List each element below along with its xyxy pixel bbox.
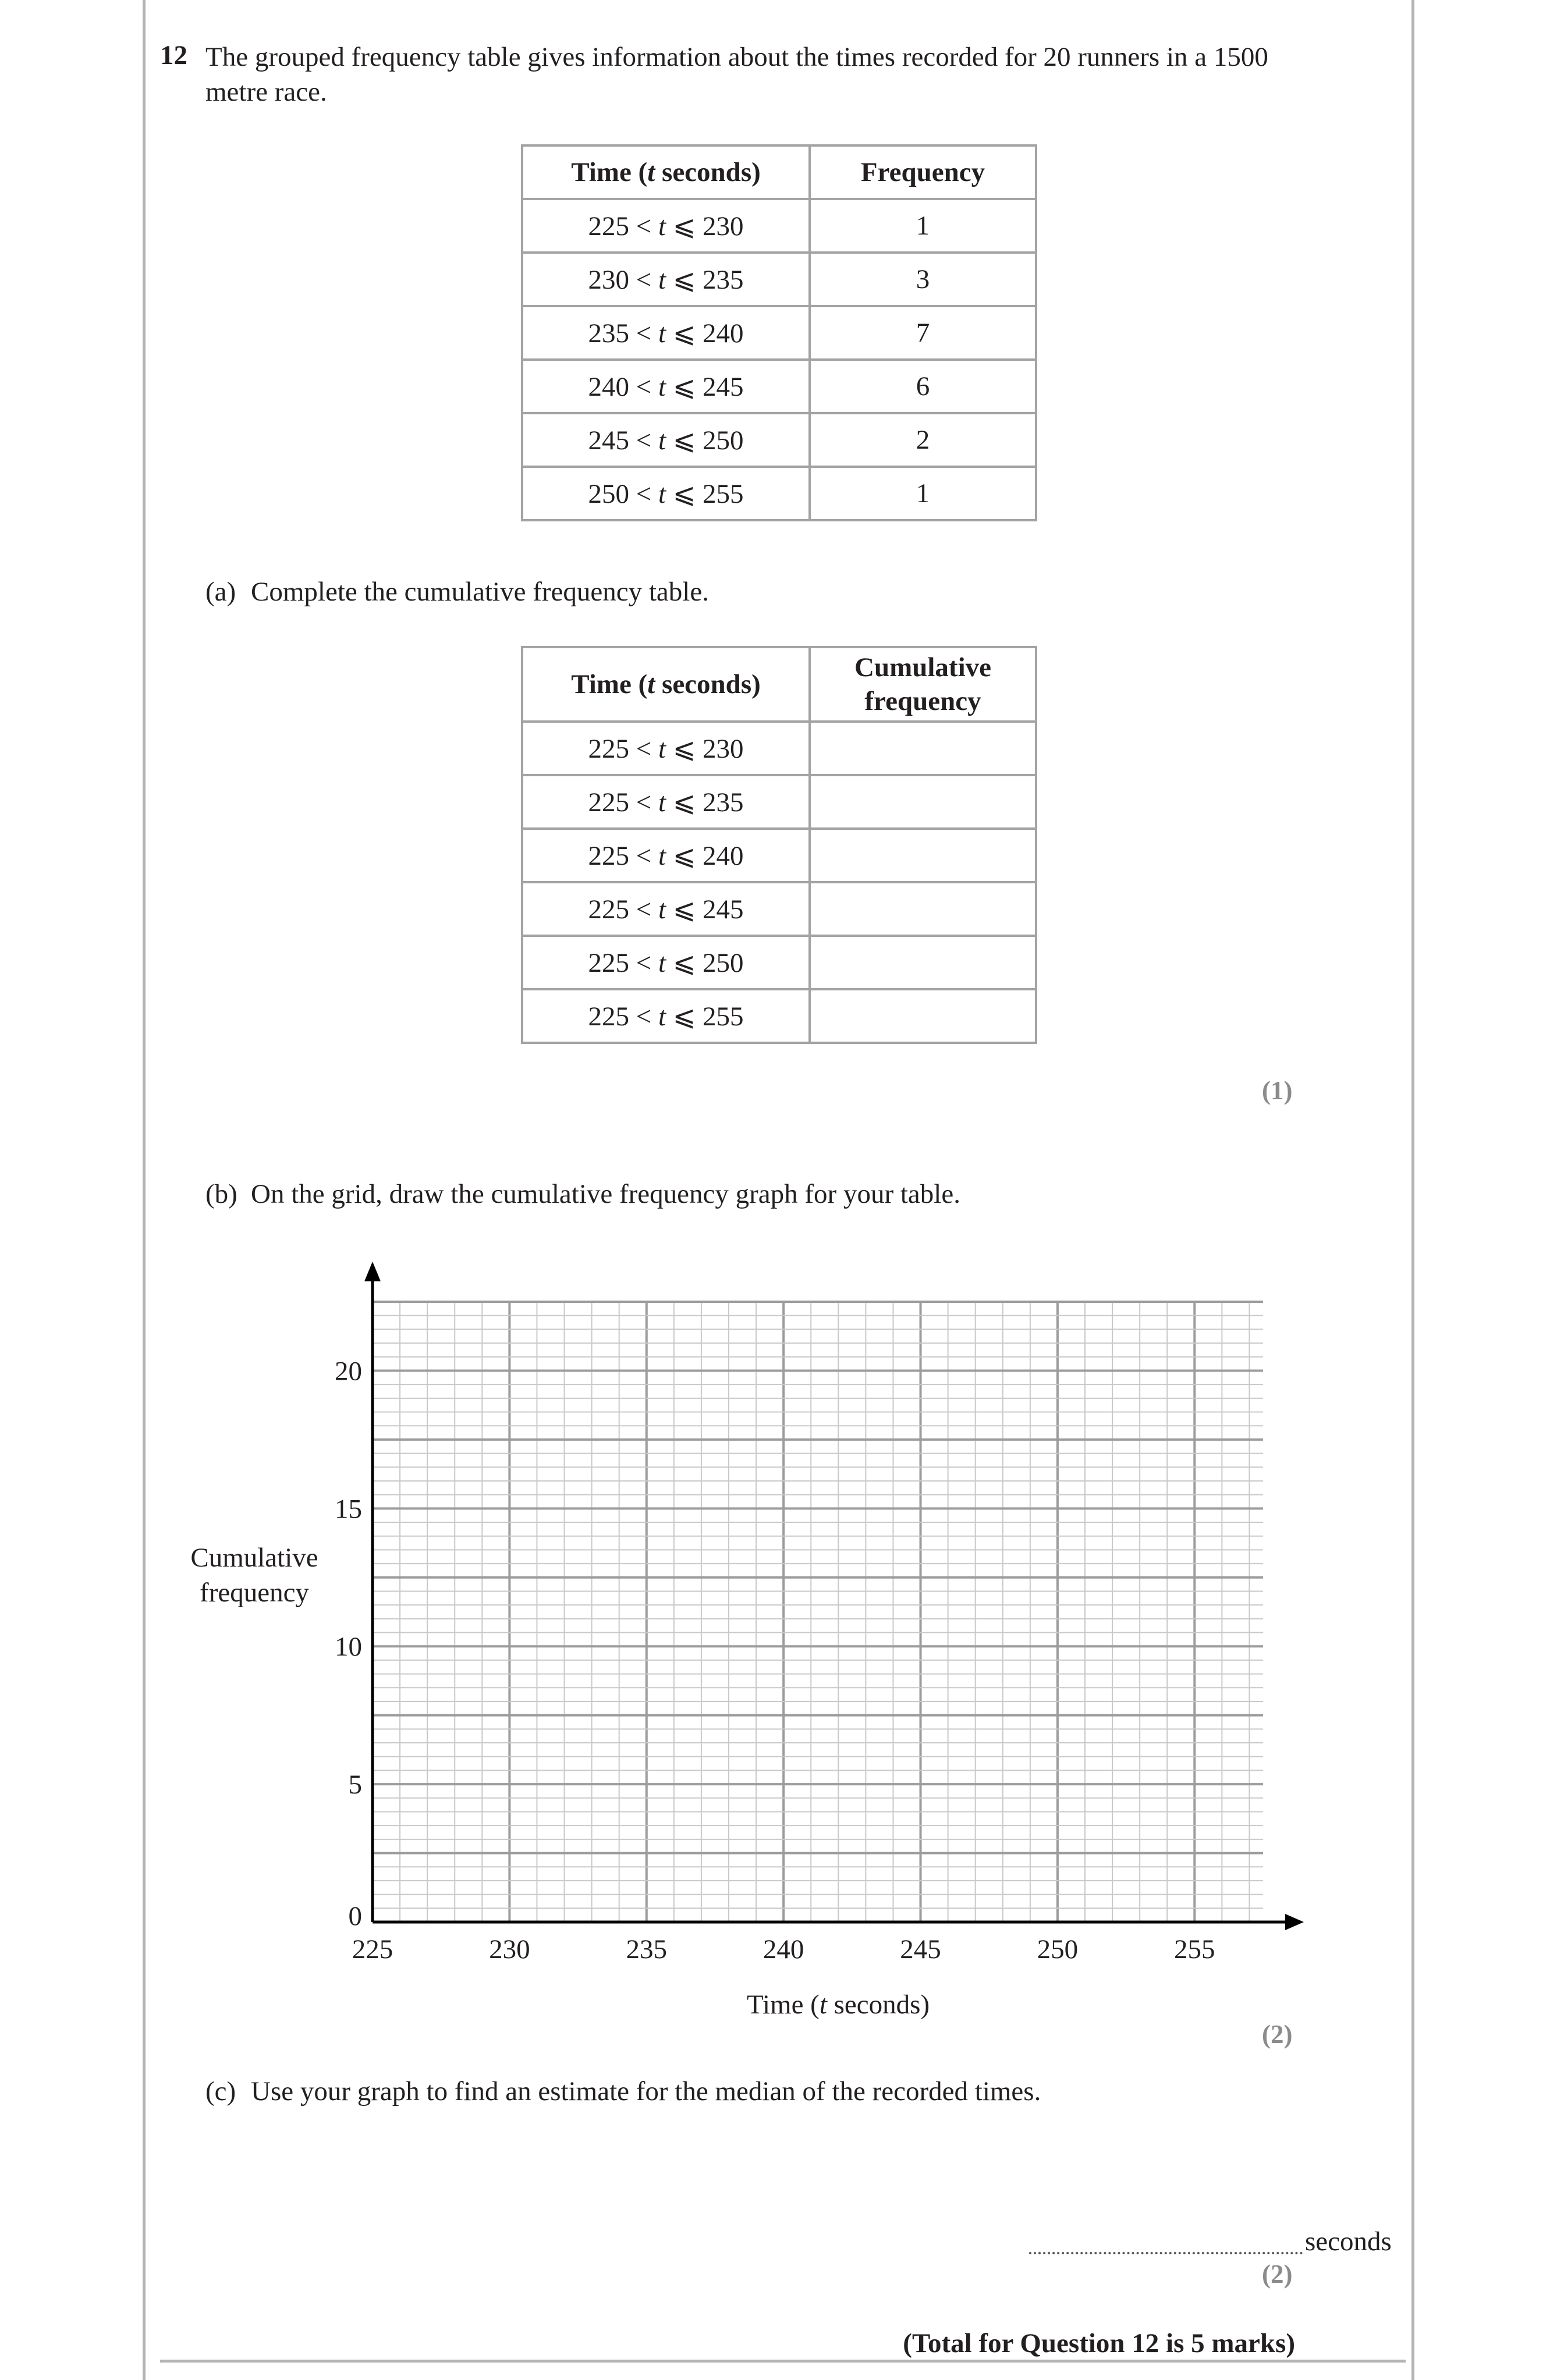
time-header: Time (t seconds)	[522, 647, 810, 722]
x-tick-label: 240	[762, 1934, 804, 1965]
time-interval-cell: 225 < t ⩽ 230	[522, 199, 810, 253]
time-interval-cell: 240 < t ⩽ 245	[522, 360, 810, 413]
time-interval-cell: 230 < t ⩽ 235	[522, 253, 810, 306]
y-axis-label-line1: Cumulative	[190, 1543, 318, 1573]
time-interval-cell: 225 < t ⩽ 250	[522, 936, 810, 989]
time-header: Time (t seconds)	[522, 145, 810, 199]
time-interval-cell: 250 < t ⩽ 255	[522, 467, 810, 520]
time-interval-cell: 235 < t ⩽ 240	[522, 306, 810, 360]
y-tick-label: 15	[335, 1494, 362, 1525]
answer-line[interactable]	[1029, 2246, 1303, 2254]
frequency-cell: 2	[810, 413, 1036, 467]
marks-a: (1)	[1262, 1076, 1293, 1105]
y-tick-label: 10	[335, 1632, 362, 1663]
frequency-cell: 6	[810, 360, 1036, 413]
time-interval-cell: 225 < t ⩽ 245	[522, 882, 810, 936]
time-interval-cell: 225 < t ⩽ 235	[522, 775, 810, 829]
marks-c: (2)	[1262, 2260, 1293, 2289]
y-tick-label: 0	[348, 1901, 362, 1931]
y-tick-label: 20	[335, 1356, 362, 1387]
x-tick-label: 250	[1037, 1934, 1079, 1965]
x-tick-label: 235	[626, 1934, 668, 1965]
total-marks: (Total for Question 12 is 5 marks)	[903, 2328, 1295, 2358]
question-text: The grouped frequency table gives information about the times recorded for 20 runners in a 1500 metre race.	[205, 42, 1268, 107]
answer-unit: seconds	[1305, 2226, 1392, 2257]
part-b: (b) On the grid, draw the cumulative frequency graph for your table.	[205, 1179, 960, 1209]
cumulative-frequency-header: Cumulative frequency	[810, 647, 1036, 722]
y-tick-label: 5	[348, 1770, 362, 1800]
frequency-cell: 3	[810, 253, 1036, 306]
part-c: (c) Use your graph to find an estimate for the median of the recorded times.	[205, 2076, 1041, 2107]
time-interval-cell: 225 < t ⩽ 230	[522, 722, 810, 775]
time-interval-cell: 225 < t ⩽ 240	[522, 829, 810, 882]
x-axis-arrow	[1285, 1914, 1304, 1930]
x-tick-label: 230	[489, 1934, 530, 1965]
frequency-cell: 7	[810, 306, 1036, 360]
y-axis-label-line2: frequency	[200, 1578, 309, 1608]
x-axis-label: Time (t seconds)	[746, 1990, 930, 2020]
frequency-cell: 1	[810, 199, 1036, 253]
x-tick-label: 255	[1174, 1934, 1215, 1965]
x-tick-label: 225	[352, 1934, 393, 1965]
frequency-header: Frequency	[810, 145, 1036, 199]
frequency-cell: 1	[810, 467, 1036, 520]
bottom-rule	[160, 2360, 1406, 2363]
time-interval-cell: 225 < t ⩽ 255	[522, 989, 810, 1043]
part-a: (a) Complete the cumulative frequency table.	[205, 577, 709, 607]
time-interval-cell: 245 < t ⩽ 250	[522, 413, 810, 467]
x-tick-label: 245	[900, 1934, 941, 1965]
y-axis-arrow	[364, 1262, 381, 1281]
marks-b: (2)	[1262, 2020, 1293, 2049]
question-number: 12	[160, 40, 187, 70]
